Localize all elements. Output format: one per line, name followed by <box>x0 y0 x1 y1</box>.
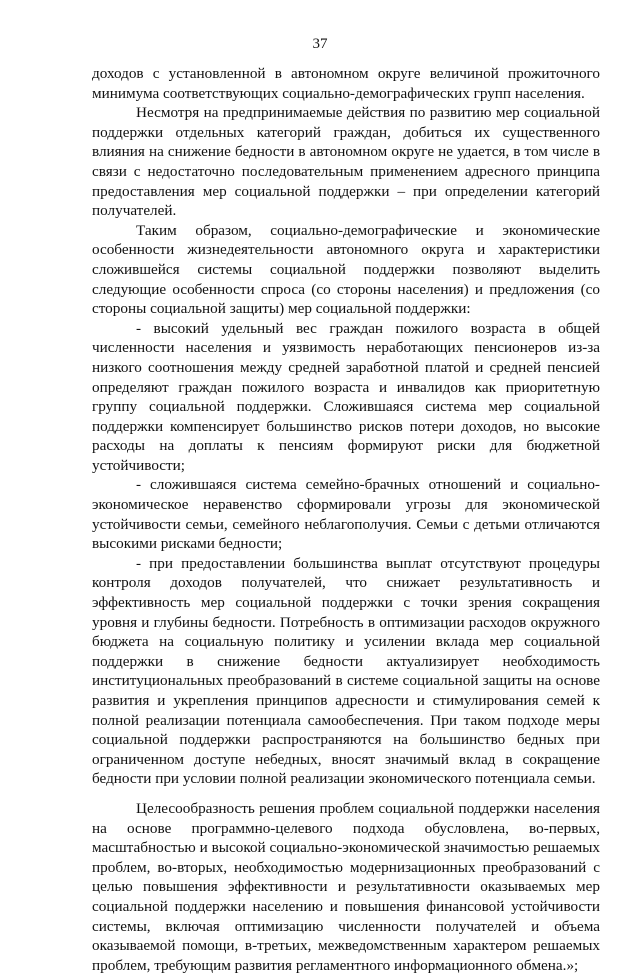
paragraph-program-approach: Целесообразность решения проблем социальной поддержки населения на основе программно-целевого подхода обусловлена, во-первых, масштабностью и высокой социально-экономической значимостью решаемых проблем, во-вторых, необходимостью модернизационных преобразований с целью повышения эффективности и результативности оказываемых мер социальной поддержки населению и повышения финансовой устойчивости системы, включая оптимизацию численности получателей и объема оказываемой помощи, в-третьих, межведомственным характером решаемых проблем, требующим развития регламентного информационного обмена.»; <box>92 799 600 974</box>
paragraph-poverty-measures: Несмотря на предпринимаемые действия по развитию мер социальной поддержки отдельных категорий граждан, добиться их существенного влияния на снижение бедности в автономном округе не удается, в том числе в связи с недостаточно последовательным применением адресного принципа предоставления мер социальной поддержки – при определении категорий получателей. <box>92 104 600 220</box>
body-text <box>92 64 600 975</box>
paragraph-continuation: доходов с установленной в автономном округе величиной прожиточного минимума соответствующих социально-демографических групп населения. <box>92 65 600 102</box>
list-item-family: - сложившаяся система семейно-брачных отношений и социально-экономическое неравенство сформировали угрозы для экономической устойчивости семьи, семейного неблагополучия. Семьи с детьми отличаются высокими рисками бедности; <box>92 476 600 553</box>
list-item-elderly: - высокий удельный вес граждан пожилого возраста в общей численности населения и уязвимость неработающих пенсионеров из-за низкого соотношения между средней заработной платой и средней пенсией определяют граждан пожилого возраста и инвалидов как приоритетную группу социальной поддержки. Сложившаяся система мер социальной поддержки компенсирует большинство рисков потери доходов, но высокие расходы на доплаты к пенсиям формируют риски для бюджетной устойчивости; <box>92 319 600 474</box>
list-item-income-control: - при предоставлении большинства выплат отсутствуют процедуры контроля доходов получателей, что снижает результативность и эффективность мер социальной поддержки с точки зрения сокращения уровня и глубины бедности. Потребность в оптимизации расходов окружного бюджета на социальную политику и усилении вклада мер социальной поддержки в снижение бедности актуализирует необходимость институциональных преобразований в системе социальной защиты на основе развития и укрепления принципов адресности и стимулирования семей к полной реализации потенциала самообеспечения. При таком подходе меры социальной поддержки распространяются на большинство бедных при ограниченном доступе небедных, вносят значимый вклад в сокращение бедности при условии полной реализации экономического потенциала семьи. <box>92 554 600 788</box>
paragraph-demand-supply-features: Таким образом, социально-демографические и экономические особенности жизнедеятельности автономного округа и характеристики сложившейся системы социальной поддержки позволяют выделить следующие особенности спроса (со стороны населения) и предложения (со стороны социальной защиты) мер социальной поддержки: <box>92 221 600 318</box>
page-number: 37 <box>312 36 328 52</box>
